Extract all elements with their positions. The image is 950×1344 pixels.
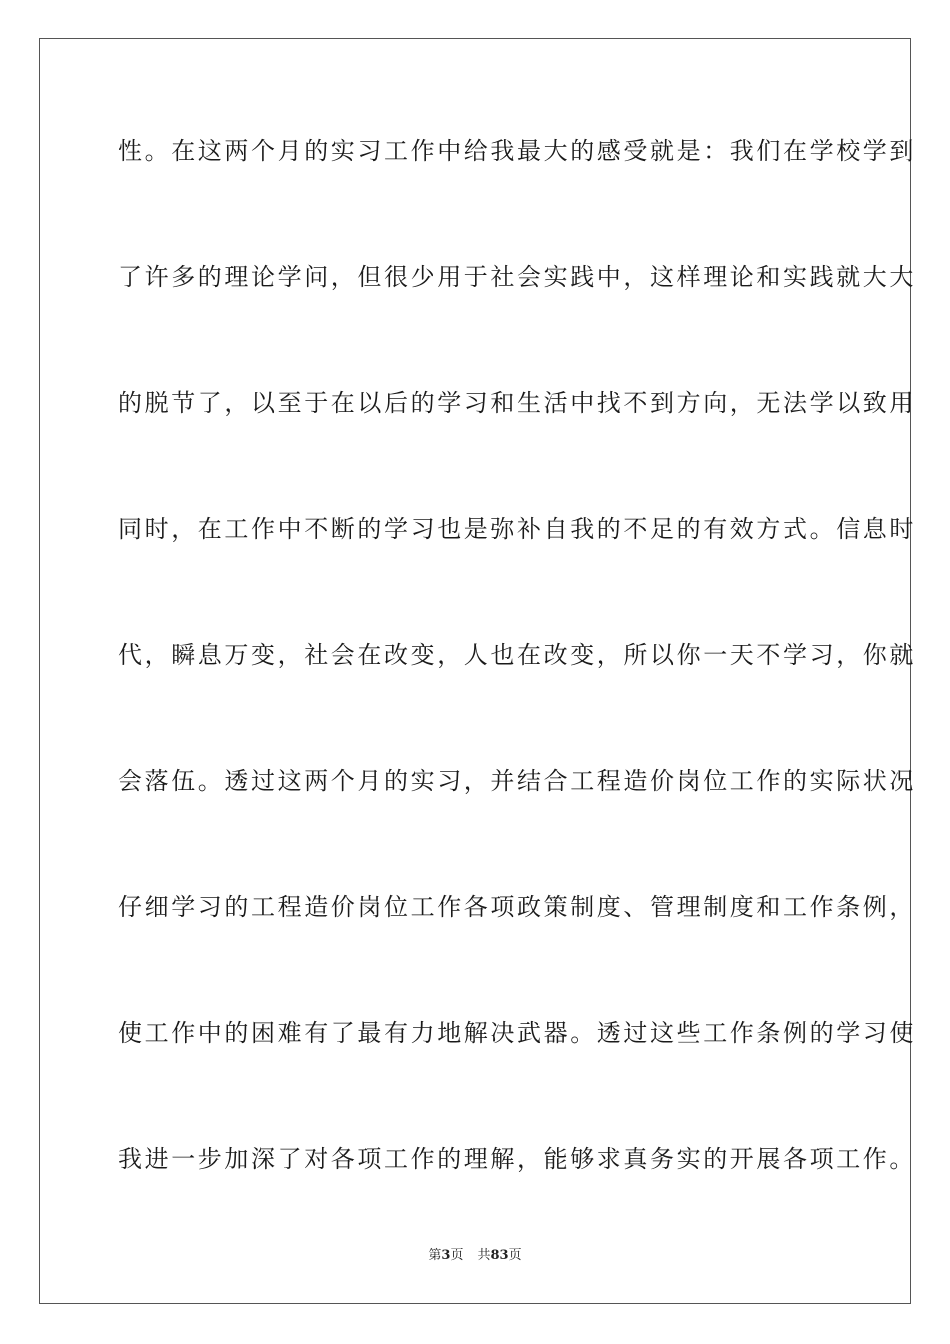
text-line-5: 代，瞬息万变，社会在改变，人也在改变，所以你一天不学习，你就: [118, 641, 916, 669]
body-text: [118, 126, 916, 1260]
text-line-8: 使工作中的困难有了最有力地解决武器。透过这些工作条例的学习使: [118, 1019, 916, 1047]
text-line-6: 会落伍。透过这两个月的实习，并结合工程造价岗位工作的实际状况: [118, 767, 916, 795]
text-line-1: 性。在这两个月的实习工作中给我最大的感受就是：我们在学校学到: [118, 137, 916, 165]
text-line-2: 了许多的理论学问，但很少用于社会实践中，这样理论和实践就大大: [118, 263, 916, 291]
text-line-4: 同时，在工作中不断的学习也是弥补自我的不足的有效方式。信息时: [118, 515, 916, 543]
total-suffix: 页: [508, 1248, 522, 1263]
page-number: 3: [441, 1248, 451, 1263]
text-line-3: 的脱节了，以至于在以后的学习和生活中找不到方向，无法学以致用: [118, 389, 916, 417]
page-suffix: 页: [450, 1248, 464, 1263]
total-pages: 83: [490, 1248, 509, 1263]
text-line-7: 仔细学习的工程造价岗位工作各项政策制度、管理制度和工作条例，: [118, 893, 916, 921]
text-line-9: 我进一步加深了对各项工作的理解，能够求真务实的开展各项工作。: [118, 1145, 916, 1173]
page-footer: [0, 1246, 950, 1266]
total-prefix: 共: [477, 1248, 491, 1263]
page-prefix: 第: [428, 1248, 442, 1263]
